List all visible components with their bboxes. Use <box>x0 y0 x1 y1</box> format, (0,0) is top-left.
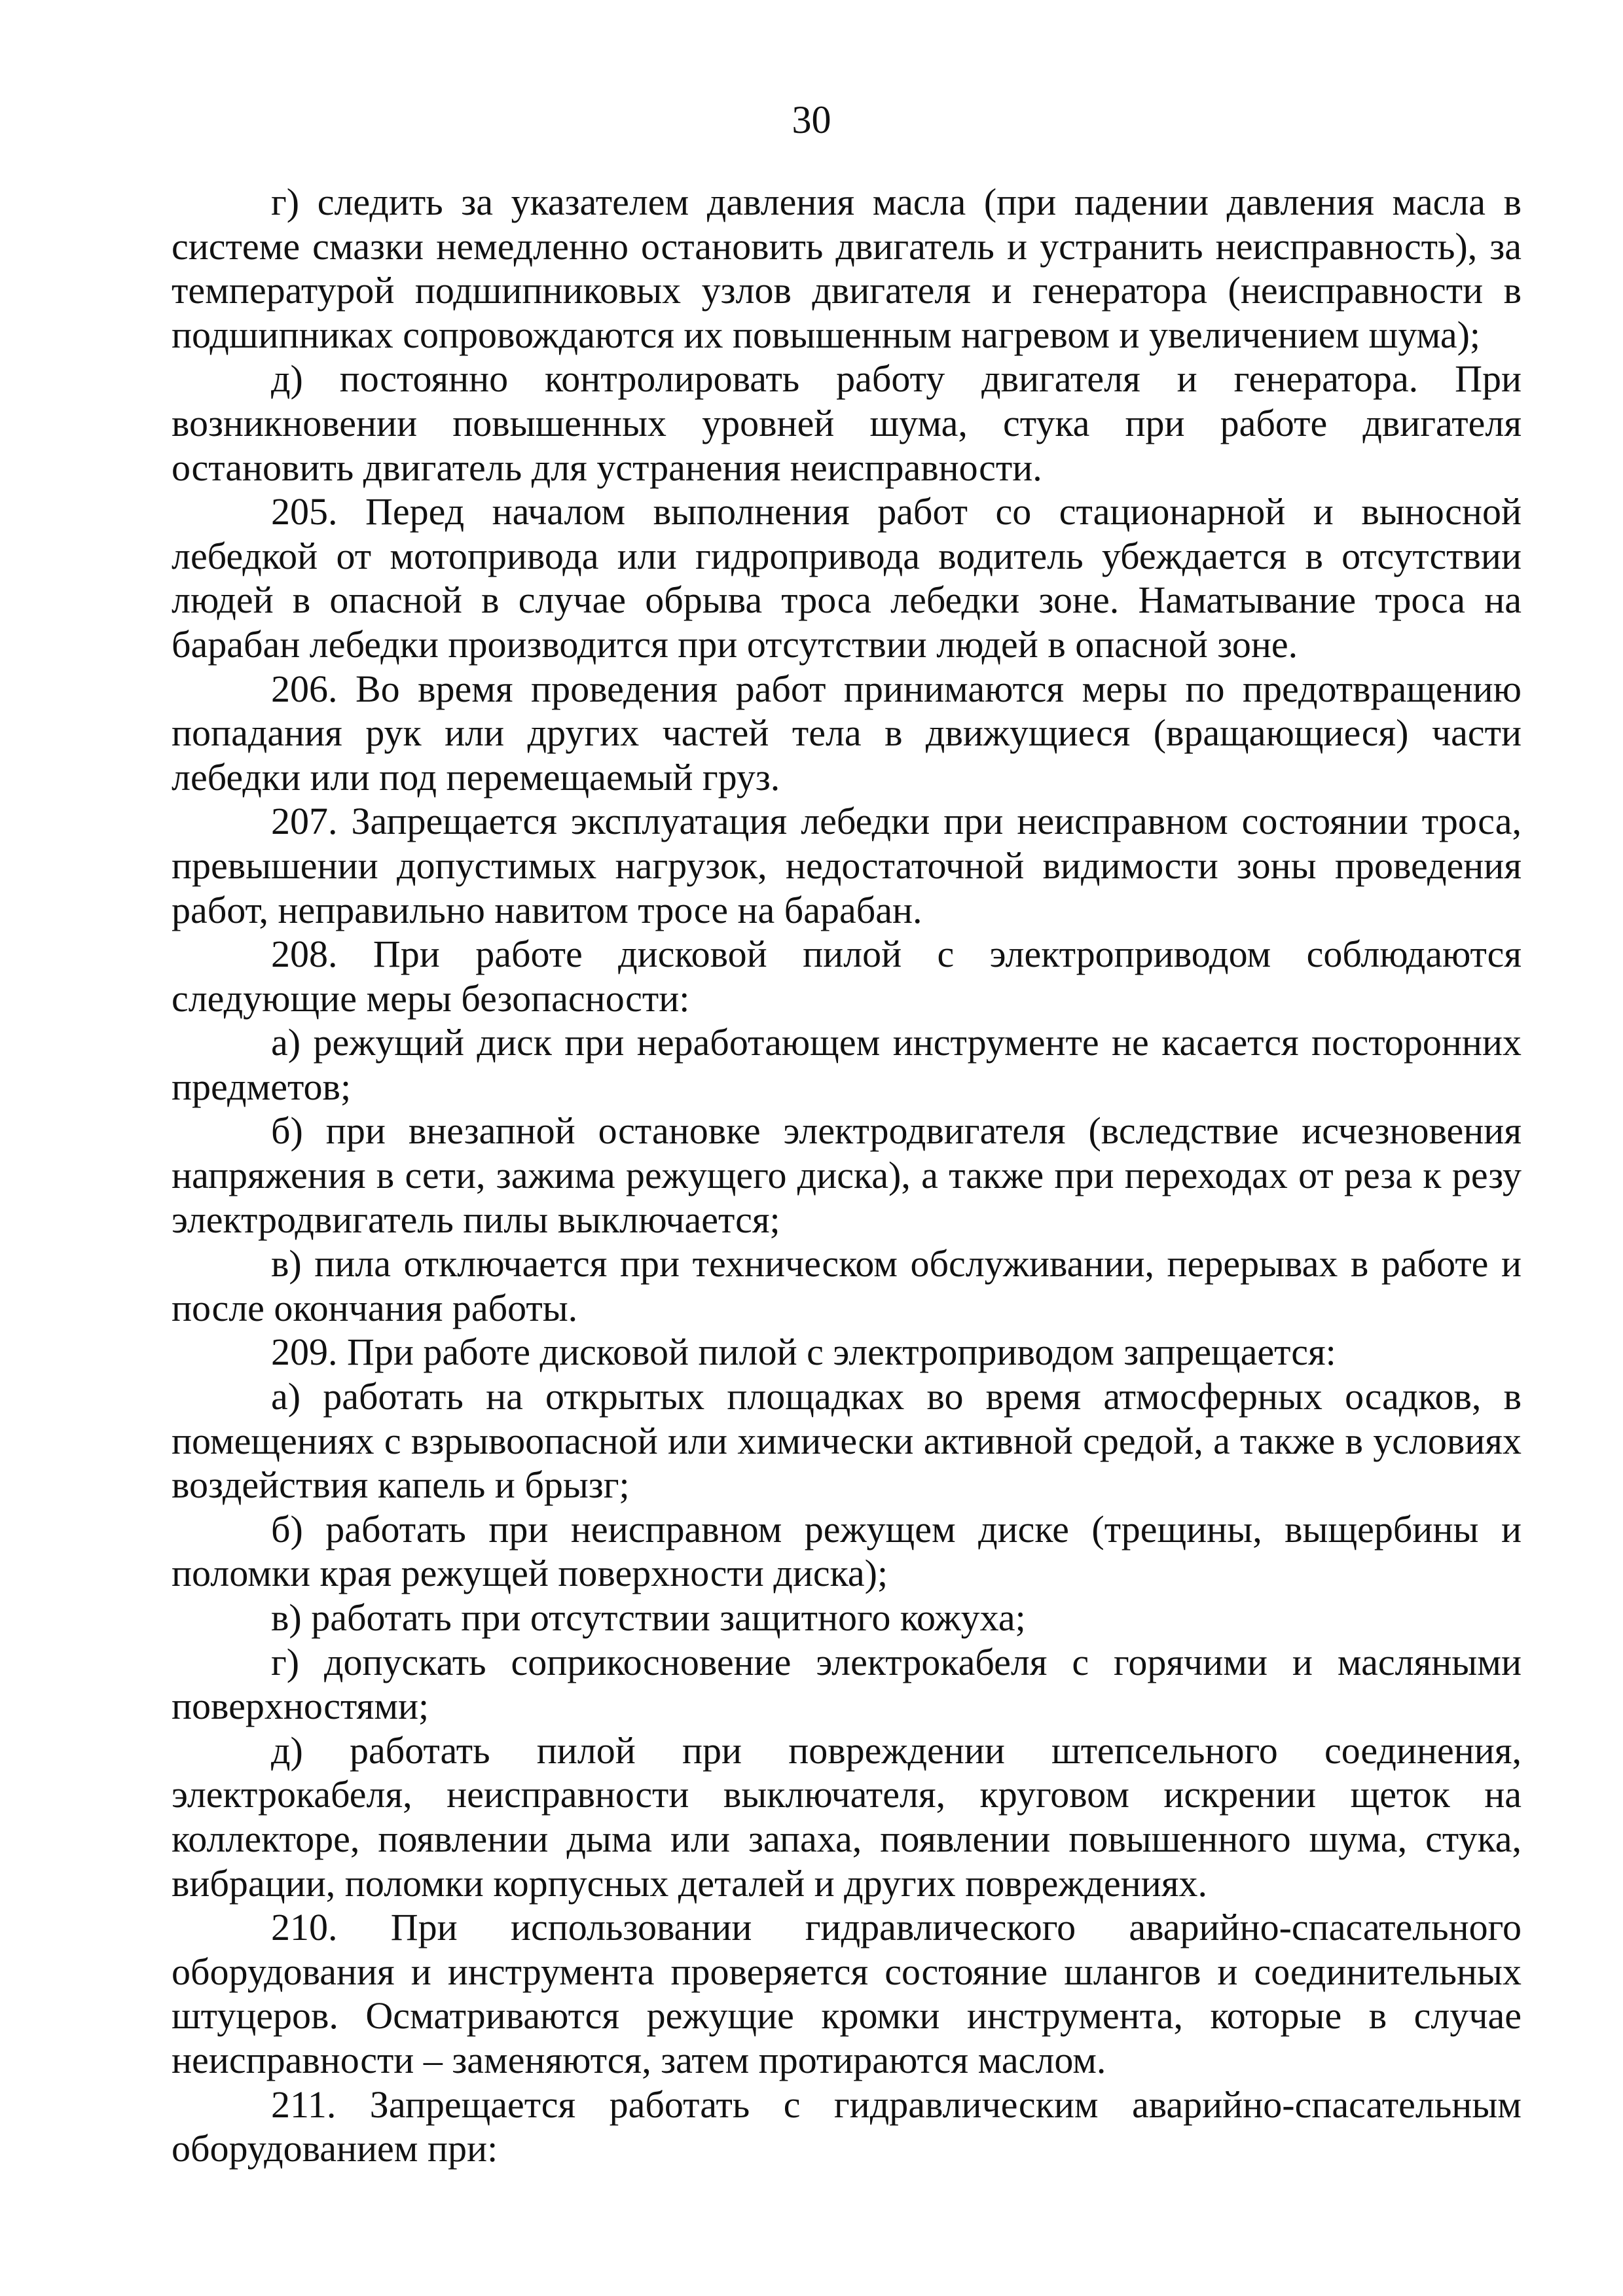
paragraph-208-v: в) пила отключается при техническом обслуживании, перерывах в работе и после окончания работы. <box>172 1242 1522 1329</box>
paragraph-209-d: д) работать пилой при повреждении штепсельного соединения, электрокабеля, неисправности выключателя, круговом искрении щеток на коллекторе, появлении дыма или запаха, появлении повышенного шума, стука, вибрации, поломки корпусных деталей и других повреждениях. <box>172 1729 1522 1905</box>
paragraph-205: 205. Перед началом выполнения работ со стационарной и выносной лебедкой от мотопривода или гидропривода водитель убеждается в отсутствии людей в опасной в случае обрыва троса лебедки зоне. Наматывание троса на барабан лебедки производится при отсутствии людей в опасной зоне. <box>172 490 1522 666</box>
paragraph-207: 207. Запрещается эксплуатация лебедки при неисправном состоянии троса, превышении допустимых нагрузок, недостаточной видимости зоны проведения работ, неправильно навитом тросе на барабан. <box>172 800 1522 931</box>
paragraph-208-a: а) режущий диск при неработающем инструменте не касается посторонних предметов; <box>172 1021 1522 1108</box>
paragraph-209-v: в) работать при отсутствии защитного кожуха; <box>271 1596 1026 1639</box>
paragraph-208-b: б) при внезапной остановке электродвигателя (вследствие исчезновения напряжения в сети, зажима режущего диска), а также при переходах от реза к резу электродвигатель пилы выключается; <box>172 1109 1522 1241</box>
paragraph-d-engine-control: д) постоянно контролировать работу двигателя и генератора. При возникновении повышенных уровней шума, стука при работе двигателя остановить двигатель для устранения неисправности. <box>172 357 1522 489</box>
paragraph-206: 206. Во время проведения работ принимаются меры по предотвращению попадания рук или других частей тела в движущиеся (вращающиеся) части лебедки или под перемещаемый груз. <box>172 667 1522 798</box>
paragraph-209-b: б) работать при неисправном режущем диске (трещины, выщербины и поломки края режущей поверхности диска); <box>172 1507 1522 1595</box>
paragraph-209-a: а) работать на открытых площадках во время атмосферных осадков, в помещениях с взрывоопасной или химически активной средой, а также в условиях воздействия капель и брызг; <box>172 1375 1522 1507</box>
page-number: 30 <box>792 98 831 141</box>
paragraph-208: 208. При работе дисковой пилой с электроприводом соблюдаются следующие меры безопасности: <box>172 933 1522 1020</box>
paragraph-210: 210. При использовании гидравлического аварийно-спасательного оборудования и инструмента проверяется состояние шлангов и соединительных штуцеров. Осматриваются режущие кромки инструмента, которые в случае неисправности – заменяются, затем протираются маслом. <box>172 1906 1522 2081</box>
paragraph-209-g: г) допускать соприкосновение электрокабеля с горячими и масляными поверхностями; <box>172 1640 1522 1728</box>
paragraph-209: 209. При работе дисковой пилой с электроприводом запрещается: <box>271 1331 1336 1374</box>
document-body <box>172 180 1522 2171</box>
paragraph-g-oil-pressure: г) следить за указателем давления масла (при падении давления масла в системе смазки немедленно остановить двигатель и устранить неисправность), за температурой подшипниковых узлов двигателя и генератора (неисправности в подшипниках сопровождаются их повышенным нагревом и увеличением шума); <box>172 181 1522 356</box>
paragraph-211: 211. Запрещается работать с гидравлическим аварийно-спасательным оборудованием при: <box>172 2083 1522 2170</box>
